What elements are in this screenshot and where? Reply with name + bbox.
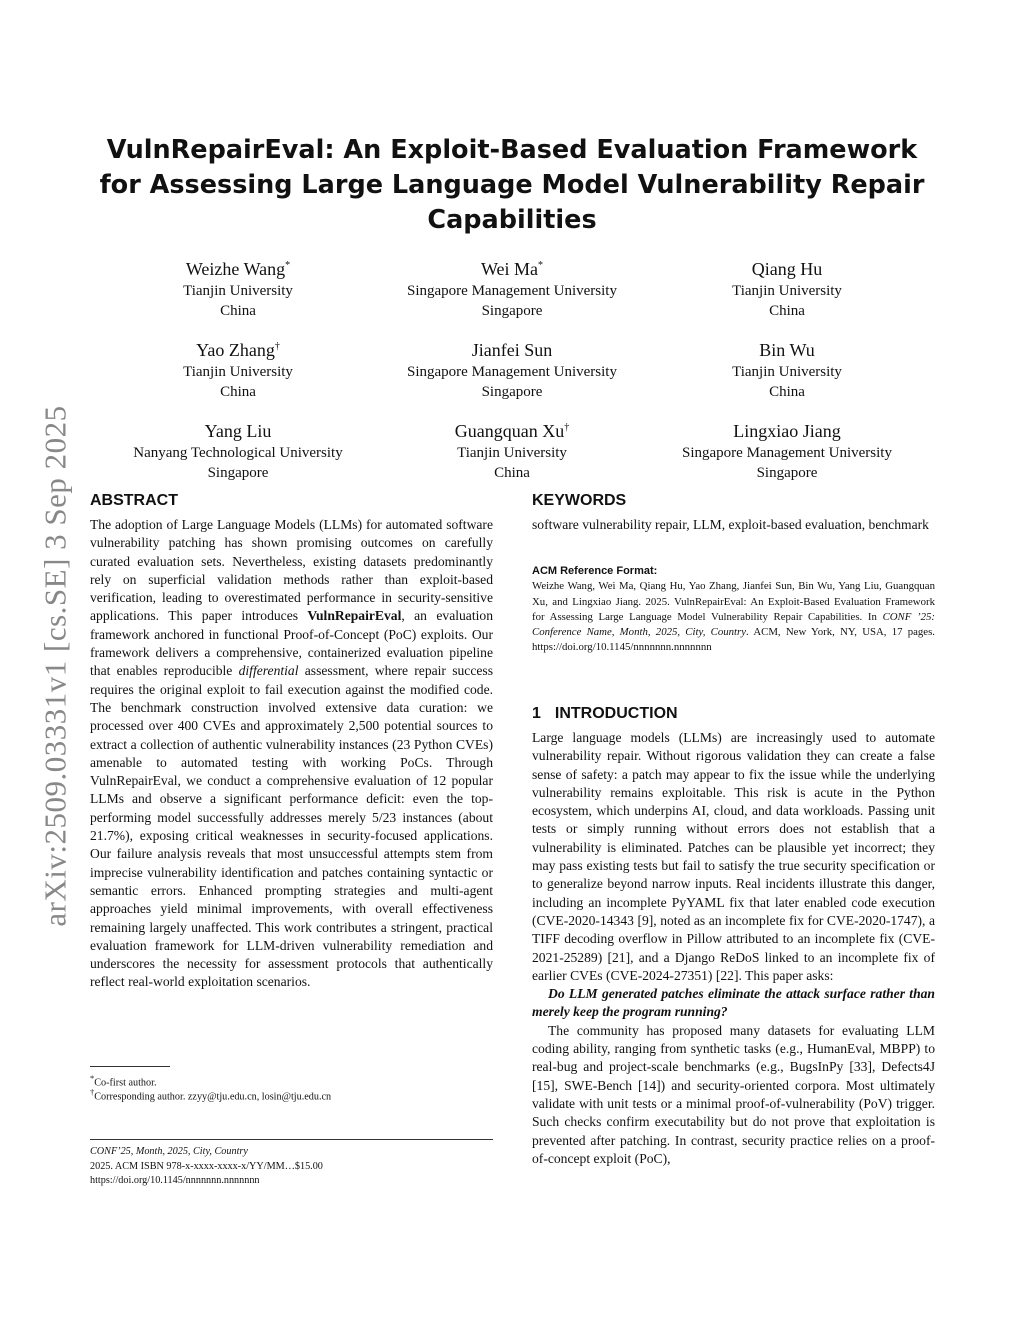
author-mark: † [274, 341, 280, 352]
author-name: Jianfei Sun [471, 340, 553, 360]
author-block [637, 335, 937, 402]
arxiv-stamp-text: arXiv:2509.03331v1 [cs.SE] 3 Sep 2025 [38, 404, 73, 927]
author-affiliation: Singapore Management University [682, 445, 892, 461]
author-affiliation: Tianjin University [732, 283, 842, 299]
author-name: Yang Liu [204, 421, 272, 441]
author-block [362, 416, 662, 483]
emphasis: differential [238, 663, 299, 679]
author-affiliation: Nanyang Technological University [133, 445, 343, 461]
author-block [637, 254, 937, 321]
conference-info: CONF’25, Month, 2025, City, Country [90, 1146, 248, 1157]
keywords-text: software vulnerability repair, LLM, exploit-based evaluation, benchmark [532, 517, 929, 532]
isbn-info: 2025. ACM ISBN 978-x-xxxx-xxxx-x/YY/MM…$15.00 [90, 1161, 323, 1172]
author-name: Weizhe Wang [185, 259, 286, 279]
paper-title: VulnRepairEval: An Exploit-Based Evaluation Framework for Assessing Large Language Model Vulnerability Repair Capabilities [99, 135, 925, 235]
author-country: China [220, 303, 256, 319]
author-name: Wei Ma [480, 259, 539, 279]
keywords-heading: KEYWORDS [532, 492, 627, 509]
framework-name: VulnRepairEval [307, 608, 402, 624]
author-country: Singapore [207, 465, 269, 481]
abstract-text: The adoption of Large Language Models (LLMs) for automated software vulnerability patching has shown promising outcomes on carefully curated evaluation sets. Nevertheless, existing datasets predominantly rely on superficial validation methods rather than exploit-based verification, leading to overestimated performance in security-sensitive applications. This paper introduces VulnRepairEval, an evaluation framework anchored in functional Proof-of-Concept (PoC) exploits. Our framework delivers a comprehensive, containerized evaluation pipeline that enables reproducible differential assessment, where repair success requires the original exploit to fail execution against the modified code. The benchmark construction involved extensive data curation: we processed over 400 CVEs and approximately 2,500 potential sources to extract a collection of authentic vulnerability instances (23 Python CVEs) amenable to automated testing with working PoCs. Through VulnRepairEval, we conduct a comprehensive evaluation of 12 popular LLMs and observe a significant performance deficit: even the top-performing model successfully addresses merely 5/23 instances (about 21.7%), exposing critical weaknesses in security-focused applications. Our failure analysis reveals that most unsuccessful attempts stem from imprecise vulnerability identification and patches containing syntactic or semantic errors. Enhanced prompting strategies and multi-agent approaches yield minimal improvements, with overall effectiveness remaining largely unaffected. This work contributes a stringent, practical evaluation framework for LLM-driven vulnerability remediation and underscores the necessity for assessment protocols that authentically reflect real-world exploitation scenarios. [90, 517, 493, 990]
author-block [88, 416, 388, 483]
author-country: Singapore [481, 384, 543, 400]
author-affiliation: Singapore Management University [407, 283, 617, 299]
author-name: Qiang Hu [751, 259, 823, 279]
author-block [362, 254, 662, 321]
author-affiliation: Tianjin University [457, 445, 567, 461]
section-number: 1 [532, 705, 541, 722]
author-mark: † [564, 422, 570, 433]
author-country: China [769, 303, 805, 319]
research-question: Do LLM generated patches eliminate the attack surface rather than merely keep the program running? [532, 986, 935, 1020]
author-block [637, 416, 937, 483]
author-mark: * [285, 260, 291, 271]
author-affiliation: Singapore Management University [407, 364, 617, 380]
author-affiliation: Tianjin University [183, 364, 293, 380]
author-name: Yao Zhang [196, 340, 275, 360]
acm-reference: ACM Reference Format: Weizhe Wang, Wei Ma, Qiang Hu, Yao Zhang, Jianfei Sun, Bin Wu, Yang Liu, Guangquan Xu, and Lingxiao Jiang. 2025. VulnRepairEval: An Exploit-Based Evaluation Framework for Assessing Large Language Model Vulnerability Repair Capabilities. In CONF ’25: Conference Name, Month, 2025, City, Country. ACM, New York, NY, USA, 17 pages. https://doi.org/10.1145/nnnnnnn.nnnnnnn [532, 565, 936, 654]
author-country: China [220, 384, 256, 400]
author-affiliation: Tianjin University [183, 283, 293, 299]
footnote-co-first: *Co-first author. [90, 1073, 157, 1089]
footnote-corresponding: †Corresponding author. zzyy@tju.edu.cn, losin@tju.edu.cn [90, 1087, 332, 1103]
author-block [88, 254, 388, 321]
doi-link[interactable]: https://doi.org/10.1145/nnnnnnn.nnnnnnn [90, 1175, 260, 1186]
author-name: Guangquan Xu [454, 421, 565, 441]
author-country: Singapore [756, 465, 818, 481]
arxiv-stamp [26, 388, 86, 943]
abstract-heading: ABSTRACT [90, 492, 178, 509]
author-country: China [494, 465, 530, 481]
author-country: Singapore [481, 303, 543, 319]
author-name: Lingxiao Jiang [733, 421, 841, 441]
author-block [88, 335, 388, 402]
author-country: China [769, 384, 805, 400]
conference-rule [90, 1139, 493, 1140]
acm-reference-label: ACM Reference Format: [532, 565, 658, 577]
introduction-text [532, 729, 935, 1168]
intro-paragraph: The community has proposed many datasets for evaluating LLM coding ability, ranging from synthetic tasks (e.g., HumanEval, MBPP) to real-bug and project-scale benchmarks (e.g., BugsInPy [33], Defects4J [15], SWE-Bench [14]) and security-oriented corpora. Most ultimately validate with unit tests or a minimal proof-of-vulnerability (PoV) trigger. Such checks confirm executability but do not prove that exploitation is prevented after patching. In contrast, security practice relies on a proof-of-concept exploit (PoC), [532, 1022, 935, 1166]
author-block [362, 335, 662, 402]
footnote-rule [90, 1066, 170, 1067]
author-affiliation: Tianjin University [732, 364, 842, 380]
author-name: Bin Wu [759, 340, 815, 360]
introduction-heading: 1 INTRODUCTION [532, 705, 678, 722]
intro-paragraph: Large language models (LLMs) are increasingly used to automate vulnerability repair. Without rigorous validation they can create a false sense of safety: a patch may appear to fix the issue while the underlying vulnerability remains exploitable. This risk is acute in the Python ecosystem, which underpins AI, cloud, and data workloads. Passing unit tests or simply running without errors does not establish that a vulnerability is eliminated. Patches can be plausible yet incorrect; they may pass existing tests but fail to satisfy the true security specification or to generalize beyond narrow inputs. Real incidents illustrate this danger, including an incomplete PyYAML fix that later enabled code execution (CVE-2020-14343 [9], noted as an incomplete fix for CVE-2020-1747), a TIFF decoding overflow in Pillow attributed to an incomplete fix (CVE-2021-25289) [21], and a Django ReDoS linked to an incomplete fix of earlier CVEs (CVE-2024-27351) [22]. This paper asks: [532, 730, 935, 983]
author-mark: * [538, 260, 544, 271]
